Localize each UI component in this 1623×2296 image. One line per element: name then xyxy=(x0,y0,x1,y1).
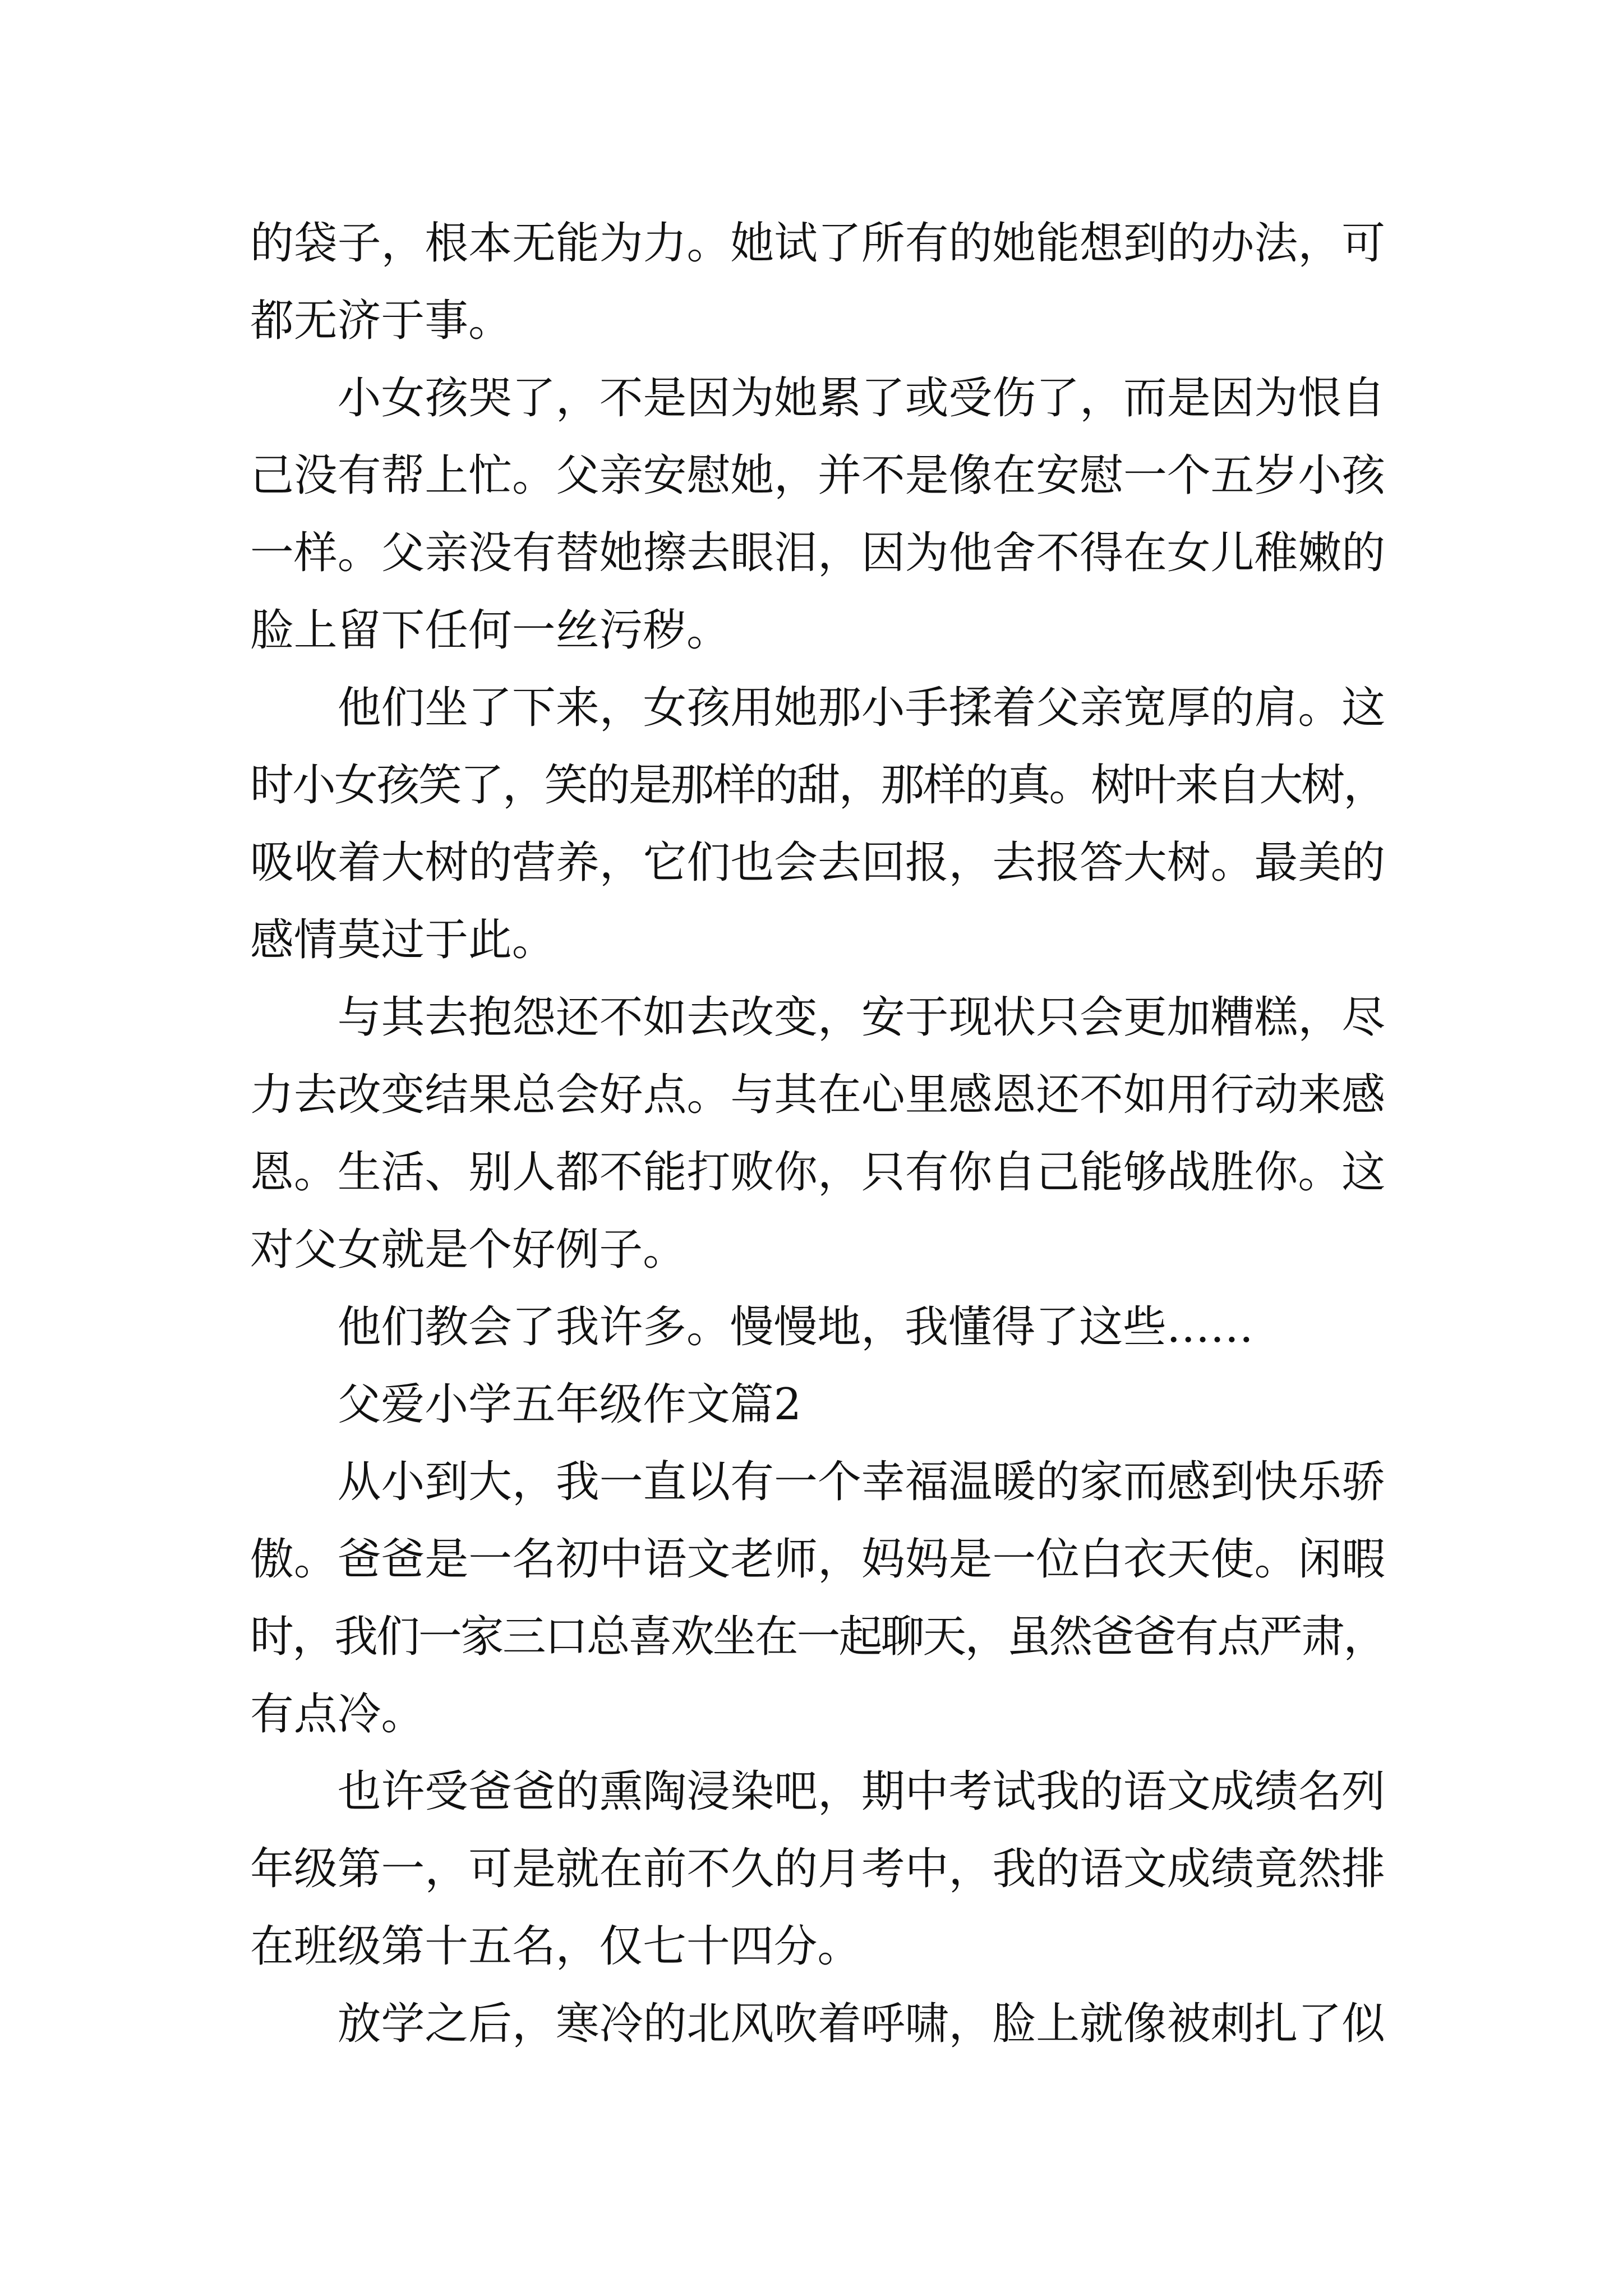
text-line: 他们教会了我许多。慢慢地，我懂得了这些…… xyxy=(337,1302,1254,1352)
essay-title: 父爱小学五年级作文篇2 xyxy=(337,1379,802,1430)
text-line: 一样。父亲没有替她擦去眼泪，因为他舍不得在女儿稚嫩的 xyxy=(250,528,1385,578)
paragraph xyxy=(250,360,1385,669)
text-line: 小女孩哭了，不是因为她累了或受伤了，而是因为恨自 xyxy=(337,373,1385,424)
text-line: 有点冷。 xyxy=(250,1689,425,1740)
text-line: 与其去抱怨还不如去改变，安于现状只会更加糟糕，尽 xyxy=(337,992,1385,1043)
text-line: 都无济于事。 xyxy=(250,296,512,346)
text-line: 傲。爸爸是一名初中语文老师，妈妈是一位白衣天使。闲暇 xyxy=(250,1534,1385,1585)
text-line: 力去改变结果总会好点。与其在心里感恩还不如用行动来感 xyxy=(250,1070,1385,1120)
paragraph xyxy=(250,1753,1385,1985)
text-line: 放学之后，寒冷的北风吹着呼啸，脸上就像被刺扎了似 xyxy=(337,1999,1385,2049)
text-line: 年级第一，可是就在前不久的月考中，我的语文成绩竟然排 xyxy=(250,1844,1385,1894)
text-line: 感情莫过于此。 xyxy=(250,915,556,965)
paragraph xyxy=(250,669,1385,979)
text-line: 的袋子，根本无能为力。她试了所有的她能想到的办法，可 xyxy=(250,218,1385,269)
text-line: 己没有帮上忙。父亲安慰她，并不是像在安慰一个五岁小孩 xyxy=(250,450,1385,501)
paragraph xyxy=(250,1289,1385,1366)
text-column xyxy=(250,205,1385,2063)
text-line: 在班级第十五名，仅七十四分。 xyxy=(250,1921,861,1972)
paragraph xyxy=(250,1985,1385,2063)
text-line: 从小到大，我一直以有一个幸福温暖的家而感到快乐骄 xyxy=(337,1457,1385,1507)
paragraph xyxy=(250,979,1385,1289)
text-line: 脸上留下任何一丝污秽。 xyxy=(250,605,730,656)
paragraph xyxy=(250,1443,1385,1753)
paragraph xyxy=(250,205,1385,360)
text-line: 也许受爸爸的熏陶浸染吧，期中考试我的语文成绩名列 xyxy=(337,1766,1385,1817)
text-line: 时小女孩笑了，笑的是那样的甜，那样的真。树叶来自大树， xyxy=(250,760,1385,811)
text-line: 恩。生活、别人都不能打败你，只有你自己能够战胜你。这 xyxy=(250,1147,1385,1198)
text-line: 吸收着大树的营养，它们也会去回报，去报答大树。最美的 xyxy=(250,838,1385,888)
text-line: 时，我们一家三口总喜欢坐在一起聊天，虽然爸爸有点严肃， xyxy=(250,1612,1385,1662)
text-line: 对父女就是个好例子。 xyxy=(250,1225,686,1275)
text-line: 他们坐了下来，女孩用她那小手揉着父亲宽厚的肩。这 xyxy=(337,683,1385,733)
